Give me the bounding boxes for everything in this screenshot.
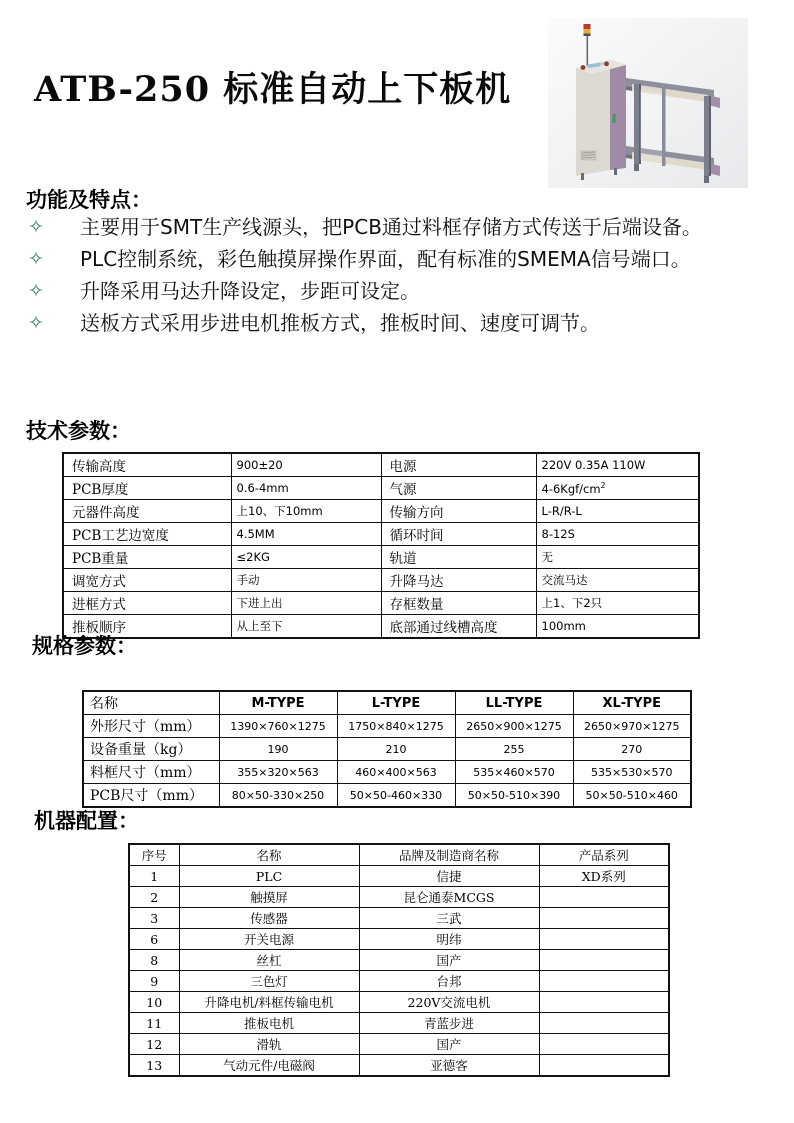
tech-value: 无: [536, 546, 699, 569]
table-header-row: [83, 691, 691, 715]
tech-label: PCB工艺边宽度: [63, 523, 231, 546]
table-row: [129, 971, 669, 992]
table-header-row: [129, 844, 669, 866]
tech-label: 调宽方式: [63, 569, 231, 592]
config-no: 12: [129, 1034, 179, 1055]
spec-cell: 1390×760×1275: [219, 715, 337, 738]
spec-cell: 190: [219, 738, 337, 761]
config-header-brand: 品牌及制造商名称: [359, 844, 539, 866]
tech-label: 传输高度: [63, 453, 231, 477]
tech-value: 从上至下: [231, 615, 381, 639]
table-row: [63, 592, 699, 615]
feature-text: PLC控制系统，彩色触摸屏操作界面，配有标准的SMEMA信号端口。: [80, 247, 691, 271]
tech-label: 元器件高度: [63, 500, 231, 523]
tech-label: 升降马达: [381, 569, 536, 592]
config-heading: 机器配置：: [34, 809, 139, 833]
tech-value: 下进上出: [231, 592, 381, 615]
config-name: 升降电机/料框传输电机: [179, 992, 359, 1013]
config-header-series: 产品系列: [539, 844, 669, 866]
table-row: [63, 569, 699, 592]
config-name: 推板电机: [179, 1013, 359, 1034]
config-name: PLC: [179, 866, 359, 887]
tech-label: PCB重量: [63, 546, 231, 569]
config-brand: 国产: [359, 1034, 539, 1055]
tech-value: L-R/R-L: [536, 500, 699, 523]
config-series: [539, 1013, 669, 1034]
tech-label: 进框方式: [63, 592, 231, 615]
table-row: [63, 500, 699, 523]
feature-text: 送板方式采用步进电机推板方式，推板时间、速度可调节。: [80, 311, 600, 335]
spec-cell: 50×50-460×330: [337, 784, 455, 808]
tech-value: 手动: [231, 569, 381, 592]
table-row: [129, 1013, 669, 1034]
config-series: [539, 929, 669, 950]
spec-row-label: 设备重量（kg）: [83, 738, 219, 761]
spec-row-label: 外形尺寸（mm）: [83, 715, 219, 738]
tech-value: 4.5MM: [231, 523, 381, 546]
tech-params-body: [63, 453, 699, 638]
config-no: 11: [129, 1013, 179, 1034]
table-row: [83, 761, 691, 784]
tech-label: 气源: [381, 477, 536, 500]
config-name: 传感器: [179, 908, 359, 929]
config-brand: 昆仑通泰MCGS: [359, 887, 539, 908]
config-series: [539, 1034, 669, 1055]
tech-value: 220V 0.35A 110W: [536, 453, 699, 477]
table-row: [83, 784, 691, 808]
config-name: 开关电源: [179, 929, 359, 950]
spec-cell: 355×320×563: [219, 761, 337, 784]
table-row: [129, 992, 669, 1013]
config-no: 13: [129, 1055, 179, 1077]
config-name: 三色灯: [179, 971, 359, 992]
config-brand: 三武: [359, 908, 539, 929]
table-row: [129, 866, 669, 887]
config-no: 1: [129, 866, 179, 887]
config-name: 触摸屏: [179, 887, 359, 908]
table-row: [63, 453, 699, 477]
tech-value: 100mm: [536, 615, 699, 639]
spec-cell: 2650×900×1275: [455, 715, 573, 738]
tech-label: 底部通过线槽高度: [381, 615, 536, 639]
table-row: [83, 715, 691, 738]
tech-label: PCB厚度: [63, 477, 231, 500]
tech-params-table: [62, 452, 700, 639]
config-brand: 220V交流电机: [359, 992, 539, 1013]
config-brand: 亚德客: [359, 1055, 539, 1077]
spec-cell: 535×460×570: [455, 761, 573, 784]
list-item: [26, 308, 770, 339]
config-name: 气动元件/电磁阀: [179, 1055, 359, 1077]
spec-row-label: PCB尺寸（mm）: [83, 784, 219, 808]
spec-header-type: M-TYPE: [219, 691, 337, 715]
config-brand: 信捷: [359, 866, 539, 887]
table-row: [63, 615, 699, 639]
table-row: [129, 908, 669, 929]
config-brand: 台邦: [359, 971, 539, 992]
tech-label: 循环时间: [381, 523, 536, 546]
tech-label: 传输方向: [381, 500, 536, 523]
features-heading: 功能及特点：: [26, 188, 152, 212]
diamond-bullet-icon: ✧: [28, 312, 44, 334]
table-row: [83, 738, 691, 761]
spec-cell: 210: [337, 738, 455, 761]
diamond-bullet-icon: ✧: [28, 248, 44, 270]
product-photo: [548, 18, 748, 188]
tech-value: 上1、下2只: [536, 592, 699, 615]
diamond-bullet-icon: ✧: [28, 280, 44, 302]
tech-value: 8-12S: [536, 523, 699, 546]
config-series: [539, 887, 669, 908]
spec-cell: 1750×840×1275: [337, 715, 455, 738]
config-brand: 青蓝步进: [359, 1013, 539, 1034]
tech-value: 交流马达: [536, 569, 699, 592]
tech-label: 轨道: [381, 546, 536, 569]
config-brand: 明纬: [359, 929, 539, 950]
config-name: 丝杠: [179, 950, 359, 971]
config-no: 10: [129, 992, 179, 1013]
config-no: 3: [129, 908, 179, 929]
config-series: [539, 908, 669, 929]
feature-text: 主要用于SMT生产线源头，把PCB通过料框存储方式传送于后端设备。: [80, 215, 702, 239]
config-brand: 国产: [359, 950, 539, 971]
spec-cell: 460×400×563: [337, 761, 455, 784]
table-row: [129, 1055, 669, 1077]
spec-params-heading: 规格参数：: [32, 634, 137, 658]
config-series: XD系列: [539, 866, 669, 887]
config-series: [539, 950, 669, 971]
list-item: [26, 276, 770, 307]
config-header-no: 序号: [129, 844, 179, 866]
spec-header-type: XL-TYPE: [573, 691, 691, 715]
spec-row-label: 料框尺寸（mm）: [83, 761, 219, 784]
tech-value: 900±20: [231, 453, 381, 477]
features-list: [26, 212, 770, 340]
list-item: [26, 212, 770, 243]
page-title: ATB-250 标准自动上下板机: [34, 69, 512, 110]
tech-label: 存框数量: [381, 592, 536, 615]
machine-config-body: [129, 844, 669, 1076]
spec-cell: 80×50-330×250: [219, 784, 337, 808]
config-no: 2: [129, 887, 179, 908]
spec-params-body: [83, 691, 691, 807]
list-item: [26, 244, 770, 275]
config-no: 6: [129, 929, 179, 950]
config-no: 8: [129, 950, 179, 971]
tech-value: 0.6-4mm: [231, 477, 381, 500]
config-header-name: 名称: [179, 844, 359, 866]
table-row: [129, 1034, 669, 1055]
table-row: [129, 929, 669, 950]
spec-header-name: 名称: [83, 691, 219, 715]
tech-value: $4-6Kgf/cm^2$: [536, 477, 699, 500]
table-row: [129, 950, 669, 971]
feature-text: 升降采用马达升降设定，步距可设定。: [80, 279, 420, 303]
table-row: [63, 477, 699, 500]
spec-params-table: [82, 690, 692, 808]
spec-cell: 50×50-510×460: [573, 784, 691, 808]
tech-label: 电源: [381, 453, 536, 477]
table-row: [63, 523, 699, 546]
tech-value: ≤2KG: [231, 546, 381, 569]
table-row: [129, 887, 669, 908]
tech-label: 推板顺序: [63, 615, 231, 639]
spec-cell: 2650×970×1275: [573, 715, 691, 738]
spec-cell: 255: [455, 738, 573, 761]
spec-header-type: L-TYPE: [337, 691, 455, 715]
config-name: 滑轨: [179, 1034, 359, 1055]
spec-cell: 535×530×570: [573, 761, 691, 784]
spec-cell: 50×50-510×390: [455, 784, 573, 808]
config-series: [539, 992, 669, 1013]
tech-value: 上10、下10mm: [231, 500, 381, 523]
table-row: [63, 546, 699, 569]
config-no: 9: [129, 971, 179, 992]
diamond-bullet-icon: ✧: [28, 216, 44, 238]
spec-cell: 270: [573, 738, 691, 761]
tech-params-heading: 技术参数：: [26, 419, 131, 443]
config-series: [539, 971, 669, 992]
spec-header-type: LL-TYPE: [455, 691, 573, 715]
config-series: [539, 1055, 669, 1077]
machine-config-table: [128, 843, 670, 1077]
